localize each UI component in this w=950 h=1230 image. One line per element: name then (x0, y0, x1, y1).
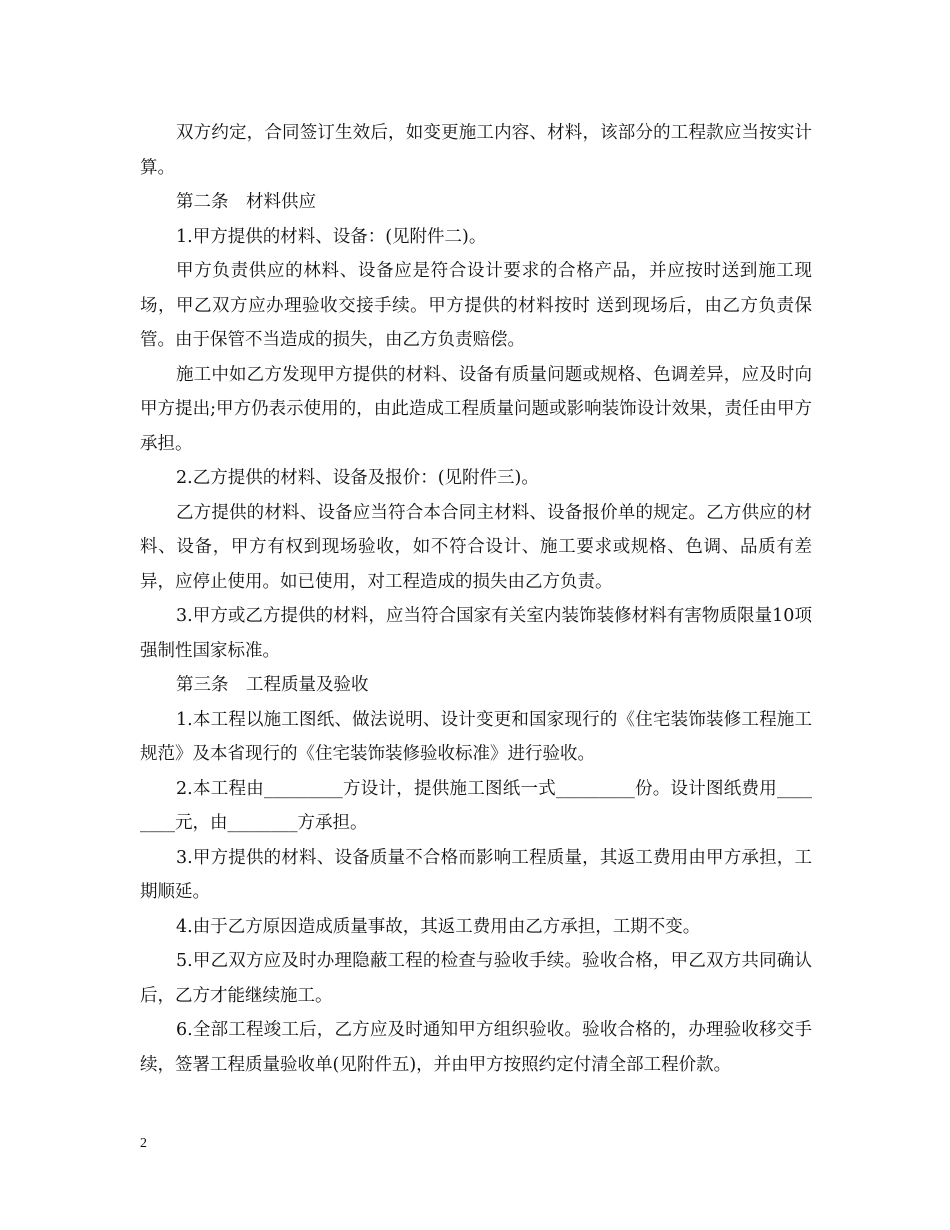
page-number: 2 (140, 1136, 147, 1151)
paragraph-concealed-works: 5.甲乙双方应及时办理隐蔽工程的检查与验收手续。验收合格，甲乙双方共同确认后，乙方才能继续施工。 (140, 951, 812, 1006)
paragraph-party-b-supply-duty: 乙方提供的材料、设备应当符合本合同主材料、设备报价单的规定。乙方供应的材料、设备，甲方有权到现场验收，如不符合设计、施工要求或规格、色调、品质有差异，应停止使用。如已使用，对工程造成的损失由乙方负责。 (140, 502, 812, 592)
paragraph-party-a-materials: 1.甲方提供的材料、设备：(见附件二)。 (176, 226, 487, 247)
paragraph-party-a-defects: 3.甲方提供的材料、设备质量不合格而影响工程质量，其返工费用由甲方承担，工期顺延。 (140, 847, 812, 902)
paragraph-change-settlement: 双方约定，合同签订生效后，如变更施工内容、材料，该部分的工程款应当按实计算。 (140, 123, 812, 178)
heading-article-3: 第三条 工程质量及验收 (176, 675, 369, 695)
paragraph-final-acceptance: 6.全部工程竣工后，乙方应及时通知甲方组织验收。验收合格的，办理验收移交手续，签署工程质量验收单(见附件五)，并由甲方按照约定付清全部工程价款。 (140, 1020, 812, 1075)
paragraph-quality-issues: 施工中如乙方发现甲方提供的材料、设备有质量问题或规格、色调差异，应及时向甲方提出;甲方仍表示使用的，由此造成工程质量问题或影响装饰设计效果，责任由甲方承担。 (140, 364, 812, 454)
paragraph-national-standards: 3.甲方或乙方提供的材料，应当符合国家有关室内装饰装修材料有害物质限量10项强制性国家标准。 (140, 606, 812, 661)
heading-article-2: 第二条 材料供应 (176, 192, 316, 212)
paragraph-party-a-supply-duty: 甲方负责供应的林料、设备应是符合设计要求的合格产品，并应按时送到施工现场，甲乙双方应办理验收交接手续。甲方提供的材料按时 送到现场后，由乙方负责保管。由于保管不当造成的损失，由乙方负责赔偿。 (140, 261, 812, 350)
document-body (140, 116, 812, 1082)
paragraph-acceptance-basis: 1.本工程以施工图纸、做法说明、设计变更和国家现行的《住宅装饰装修工程施工规范》及本省现行的《住宅装饰装修验收标准》进行验收。 (140, 709, 812, 764)
paragraph-design-drawings: 2.本工程由_________方设计，提供施工图纸一式_________份。设计图纸费用________元，由________方承担。 (140, 778, 812, 833)
paragraph-party-b-accidents: 4.由于乙方原因造成质量事故，其返工费用由乙方承担，工期不变。 (176, 916, 701, 937)
paragraph-party-b-materials: 2.乙方提供的材料、设备及报价：(见附件三)。 (176, 468, 539, 488)
